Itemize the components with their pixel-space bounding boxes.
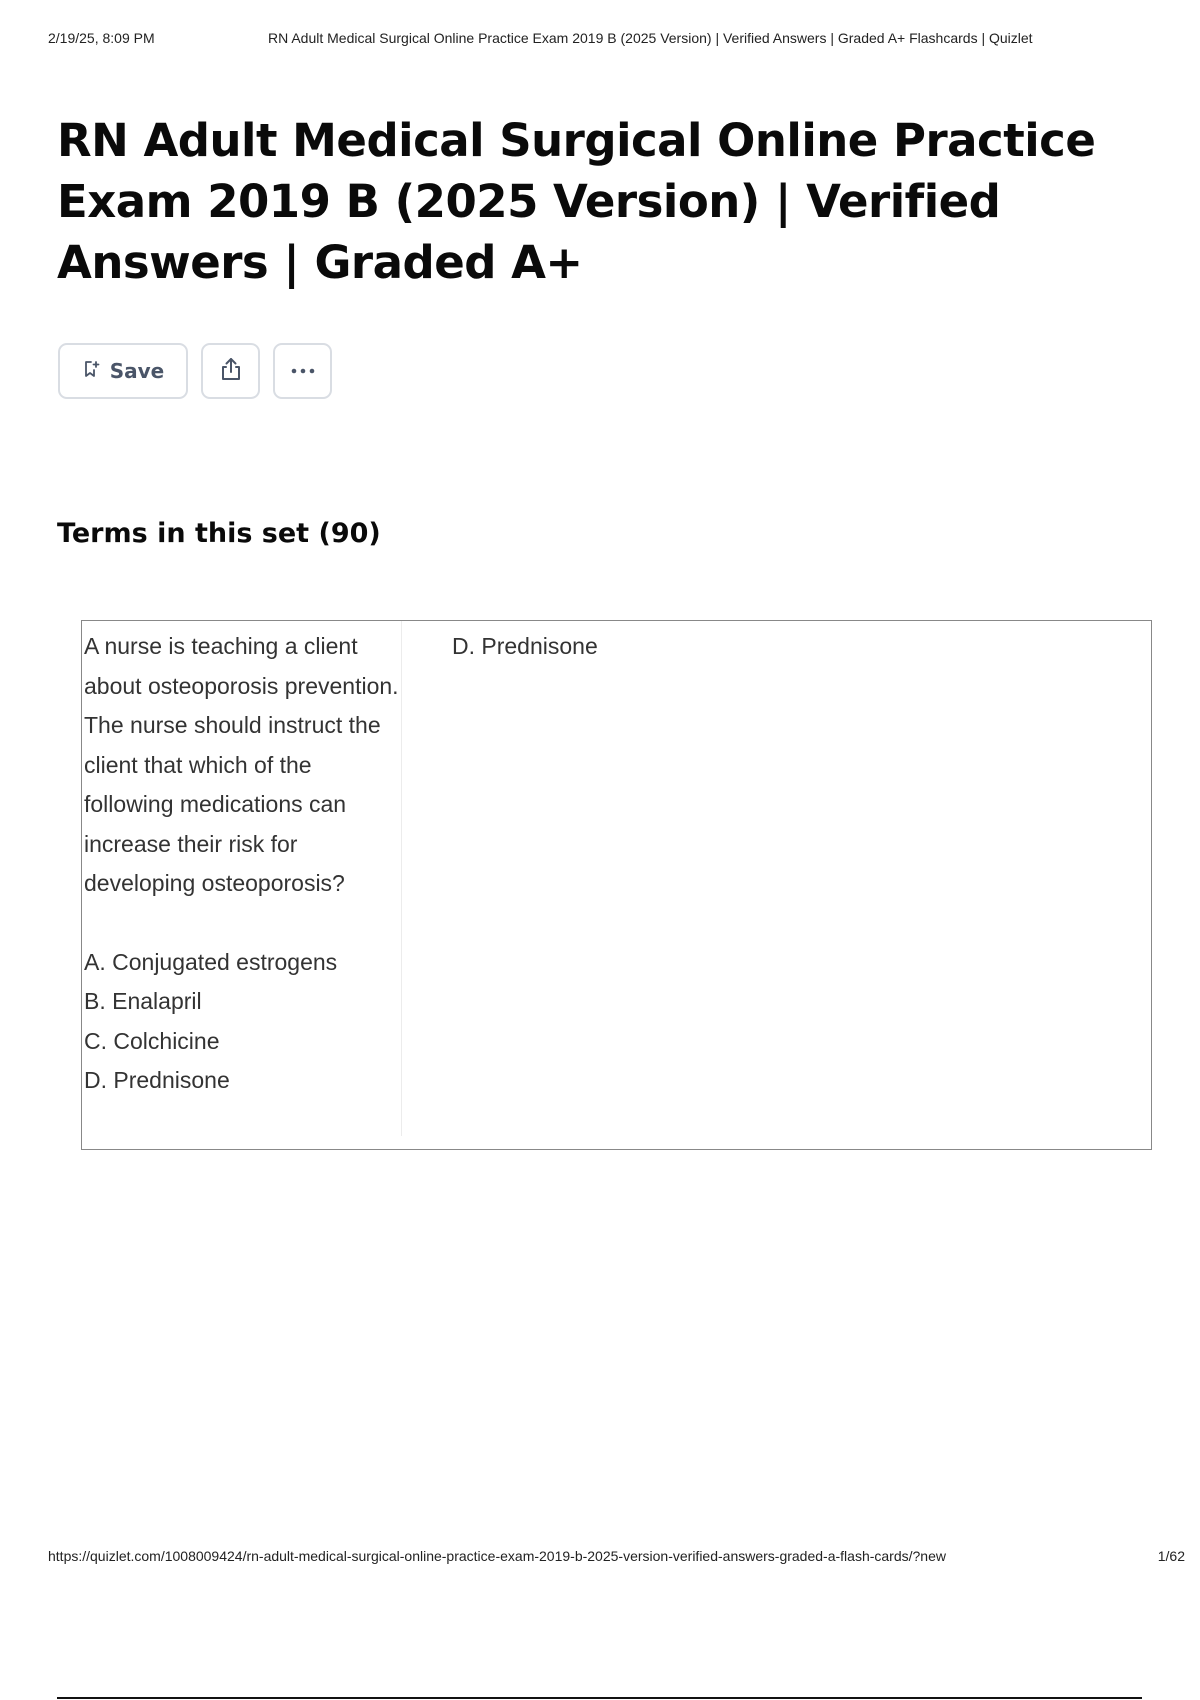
bookmark-plus-icon — [82, 360, 100, 383]
definition-side: D. Prednisone — [452, 633, 598, 659]
print-datetime: 2/19/25, 8:09 PM — [48, 30, 155, 46]
save-button[interactable] — [58, 343, 188, 399]
print-header — [48, 30, 1152, 50]
more-horizontal-icon — [290, 362, 316, 380]
terms-heading: Terms in this set (90) — [57, 518, 381, 549]
save-button-label: Save — [109, 359, 165, 383]
term-option-d: D. Prednisone — [84, 1067, 230, 1093]
page-title: RN Adult Medical Surgical Online Practice Exam 2019 B (2025 Version) | Verified Answers | Graded A+ — [57, 114, 1096, 289]
action-bar — [58, 343, 332, 399]
term-question: A nurse is teaching a client about osteoporosis prevention. The nurse should instruct the client that which of the following medications can increase their risk for developing osteoporosis? — [84, 633, 399, 896]
print-document-title: RN Adult Medical Surgical Online Practice Exam 2019 B (2025 Version) | Verified Answers | Graded A+ Flashcards | Quizlet — [268, 30, 1033, 46]
print-footer — [48, 1548, 1185, 1568]
term-card — [81, 620, 1152, 1150]
share-button[interactable] — [201, 343, 260, 399]
share-icon — [218, 356, 244, 387]
page-number: 1/62 — [1157, 1548, 1185, 1564]
more-options-button[interactable] — [273, 343, 332, 399]
term-option-c: C. Colchicine — [84, 1027, 220, 1054]
term-option-b: B. Enalapril — [84, 988, 202, 1014]
term-option-a: A. Conjugated estrogens — [84, 948, 338, 975]
term-side — [82, 621, 402, 1136]
print-url: https://quizlet.com/1008009424/rn-adult-medical-surgical-online-practice-exam-2019-b-2025-version-verified-answers-graded-a-flash-cards/?new — [48, 1548, 946, 1564]
bottom-divider — [57, 1697, 1142, 1699]
